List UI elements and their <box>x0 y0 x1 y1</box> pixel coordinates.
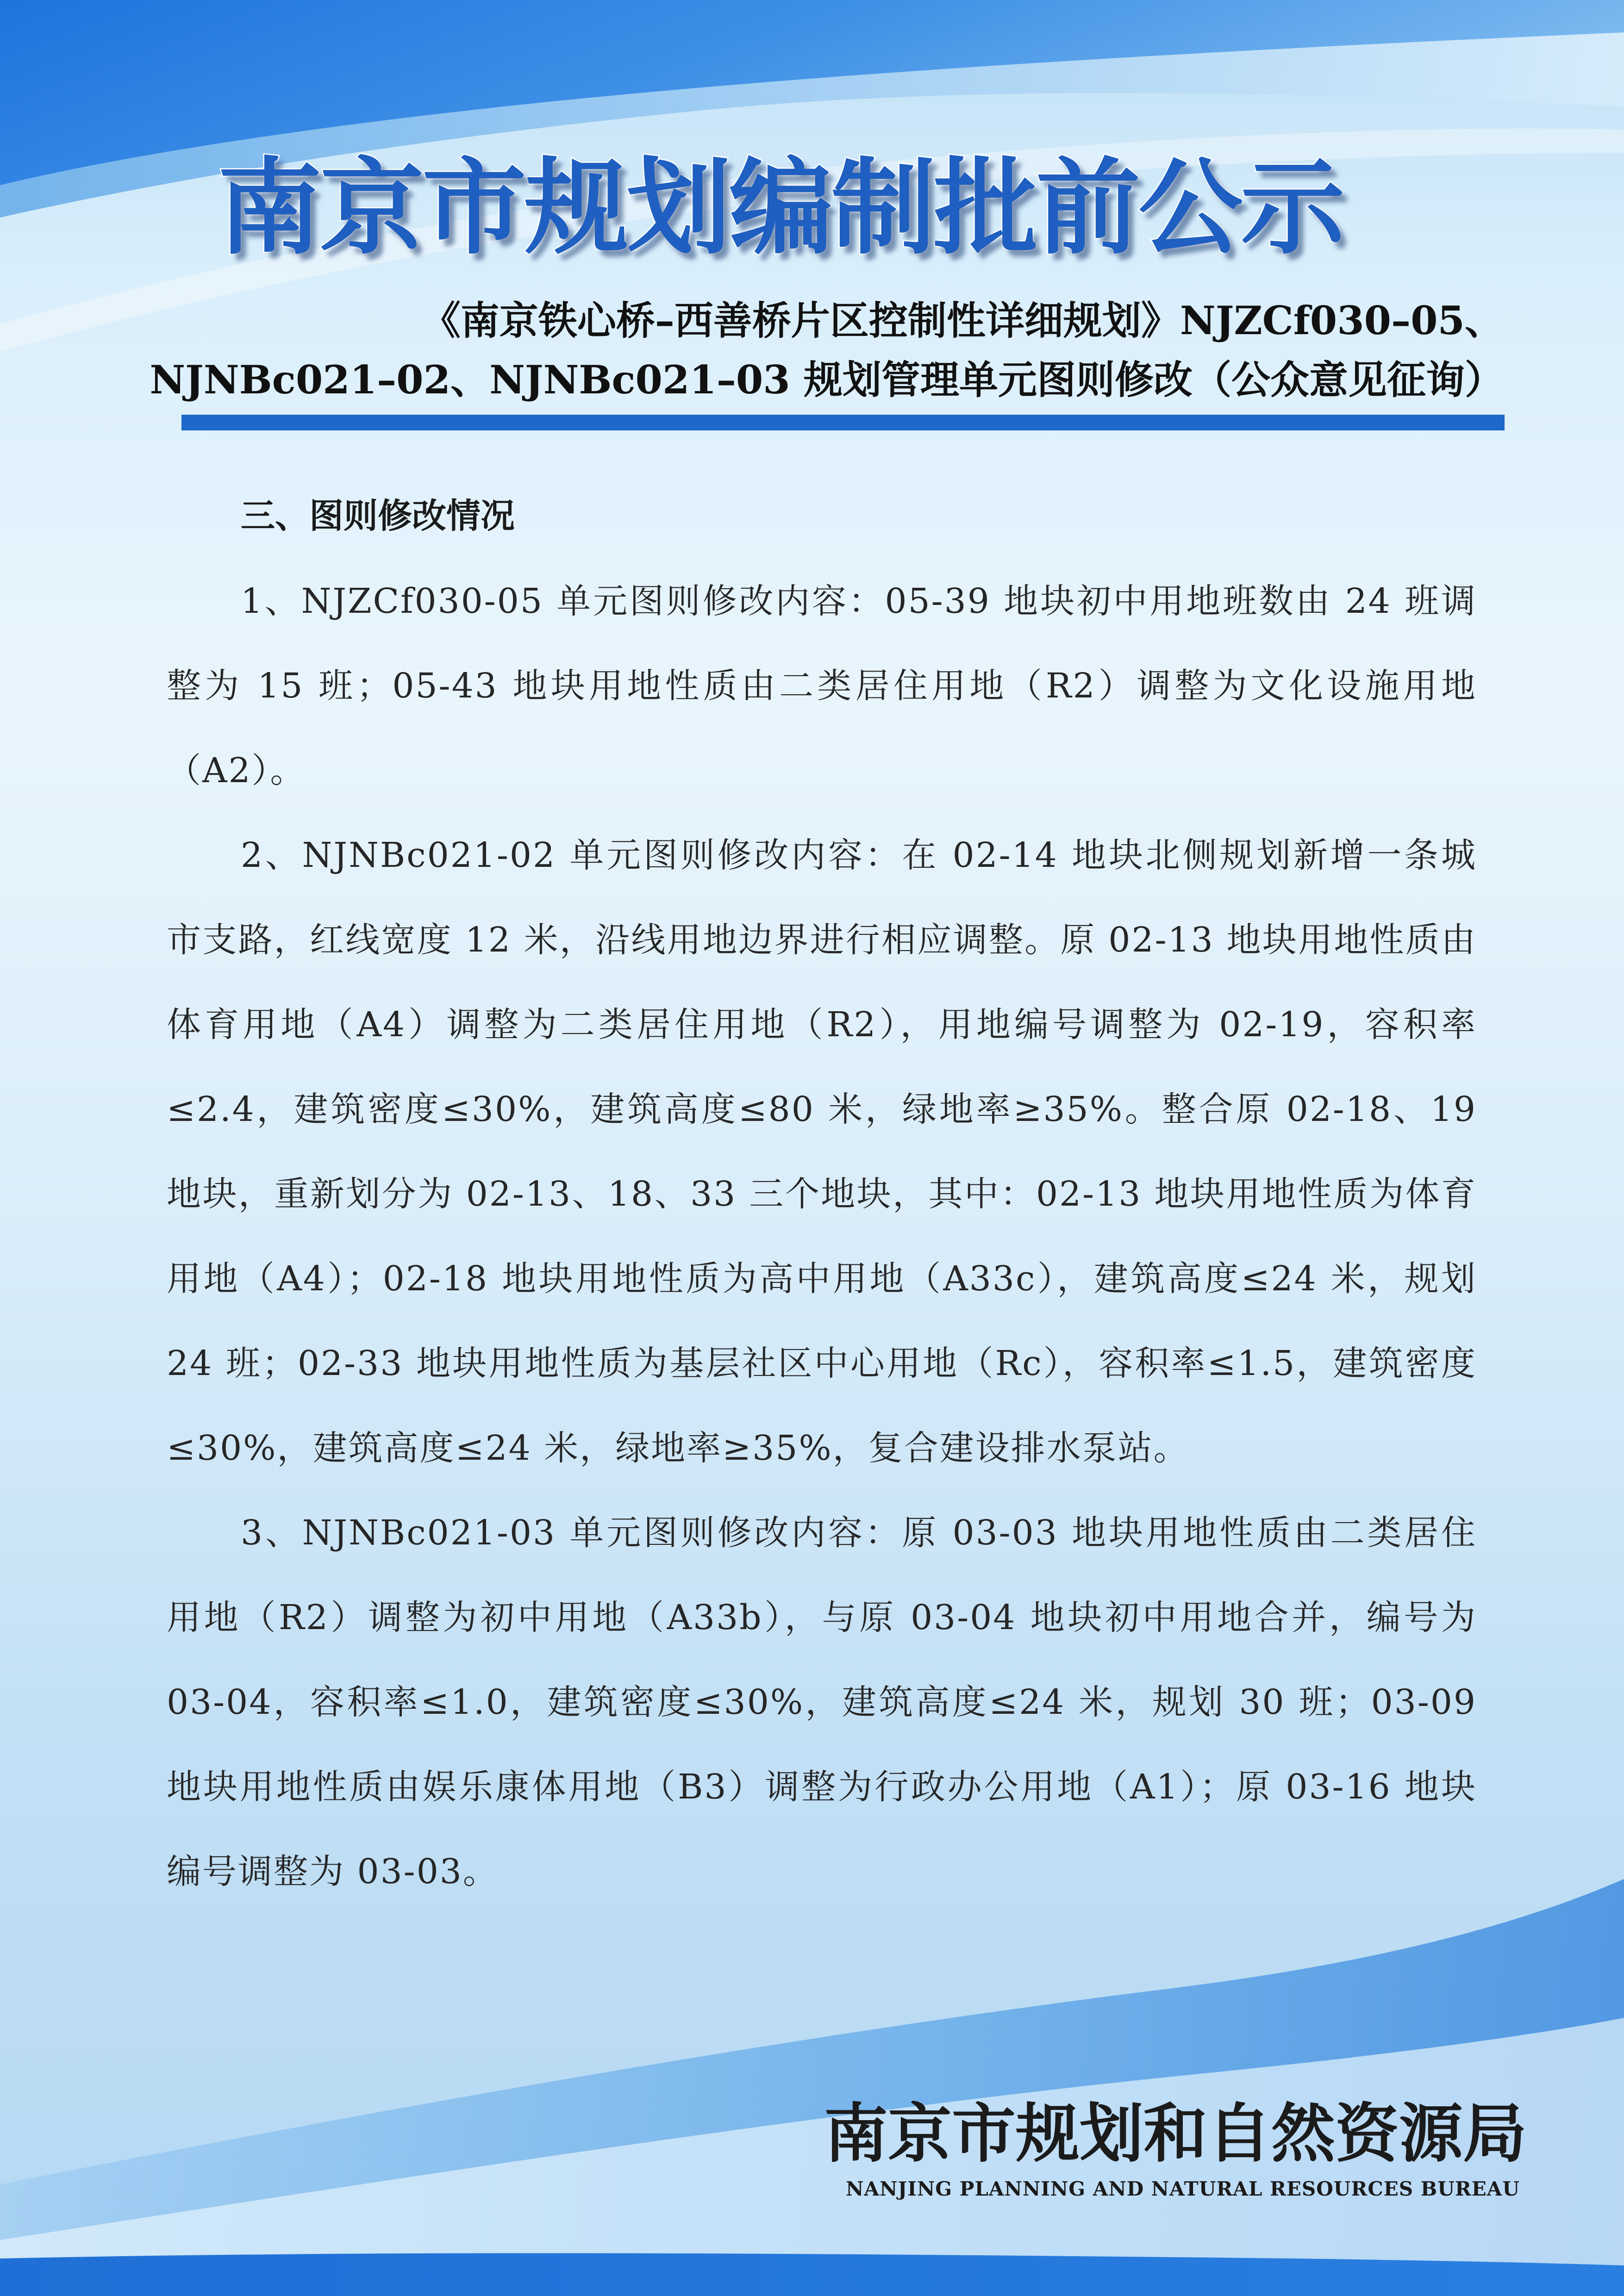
page-title: 南京市规划编制批前公示 <box>218 148 1343 269</box>
title-divider <box>181 415 1505 430</box>
organization-name-cn: 南京市规划和自然资源局 <box>824 2096 1527 2171</box>
subtitle-line-1: 《南京铁心桥–西善桥片区控制性详细规划》NJZCf030–05、 <box>421 298 1504 343</box>
organization-name-en: NANJING PLANNING AND NATURAL RESOURCES BUREAU <box>845 2178 1520 2200</box>
paragraph-item-3: 3、NJNBc021-03 单元图则修改内容：原 03-03 地块用地性质由二类居住用地（R2）调整为初中用地（A33b），与原 03-04 地块初中用地合并，编号为 03-04，容积率≤1.0，建筑密度≤30%，建筑高度≤24 米，规划 30 班；03-09 地块用地性质由娱乐康体用地（B3）调整为行政办公用地（A1）；原 03-16 地块编号调整为 03-03。 <box>167 1513 1477 1892</box>
paragraph-item-2: 2、NJNBc021-02 单元图则修改内容：在 02-14 地块北侧规划新增一条城市支路，红线宽度 12 米，沿线用地边界进行相应调整。原 02-13 地块用地性质由体育用地（A4）调整为二类居住用地（R2），用地编号调整为 02-19，容积率≤2.4，建筑密度≤30%，建筑高度≤80 米，绿地率≥35%。整合原 02-18、19 地块，重新划分为 02-13、18、33 三个地块，其中：02-13 地块用地性质为体育用地（A4）；02-18 地块用地性质为高中用地（A33c），建筑高度≤24 米，规划 24 班；02-33 地块用地性质为基层社区中心用地（Rc），容积率≤1.5，建筑密度≤30%，建筑高度≤24 米，绿地率≥35%，复合建设排水泵站。 <box>167 835 1477 1468</box>
section-heading: 三、图则修改情况 <box>241 496 515 536</box>
notice-body <box>167 491 1477 1914</box>
subtitle-line-2: NJNBc021–02、NJNBc021–03 规划管理单元图则修改（公众意见征询） <box>150 357 1504 403</box>
paragraph-item-1: 1、NJZCf030-05 单元图则修改内容：05-39 地块初中用地班数由 24 班调整为 15 班；05-43 地块用地性质由二类居住用地（R2）调整为文化设施用地（A2）。 <box>167 581 1477 790</box>
